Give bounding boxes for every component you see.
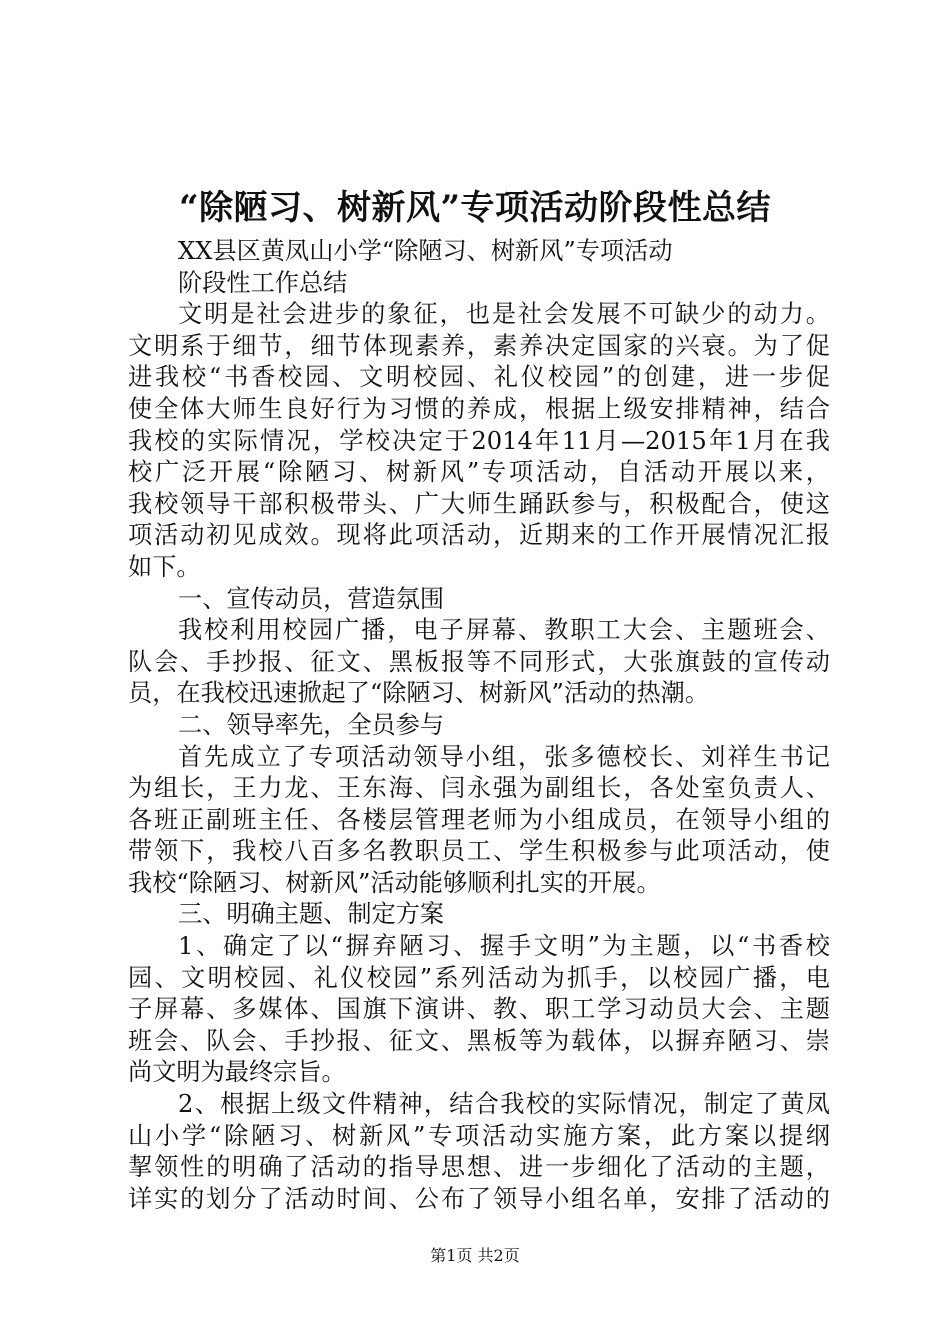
text-line: XX县区黄凤山小学“除陋习、树新风”专项活动: [178, 237, 673, 265]
text-line: 员，在我校迅速掀起了“除陋习、树新风”活动的热潮。: [128, 679, 710, 708]
text-line: 详实的划分了活动时间、公布了领导小组名单，安排了活动的: [128, 1184, 830, 1213]
text-line: 我校领导干部积极带头、广大师生踊跃参与，积极配合，使这: [128, 489, 830, 518]
text-line: 文明系于细节，细节体现素养，素养决定国家的兴衰。为了促: [128, 331, 830, 360]
text-line: 挈领性的明确了活动的指导思想、进一步细化了活动的主题，: [128, 1153, 830, 1182]
text-line: 项活动初见成效。现将此项活动，近期来的工作开展情况汇报: [128, 521, 830, 550]
text-line: 尚文明为最终宗旨。: [128, 1058, 346, 1087]
text-line: 各班正副班主任、各楼层管理老师为小组成员，在领导小组的: [128, 805, 830, 834]
text-line: 首先成立了专项活动领导小组，张多德校长、刘祥生书记: [178, 742, 830, 771]
text-line: 使全体大师生良好行为习惯的养成，根据上级安排精神，结合: [128, 394, 830, 423]
text-line: 带领下，我校八百多名教职员工、学生积极参与此项活动，使: [128, 837, 830, 866]
document-title: “除陋习、树新风”专项活动阶段性总结: [178, 188, 772, 228]
document-body: [128, 236, 830, 1215]
text-line: 子屏幕、多媒体、国旗下演讲、教、职工学习动员大会、主题: [128, 995, 830, 1024]
text-line: 我校的实际情况，学校决定于2014年11月—2015年1月在我: [128, 426, 830, 455]
text-line: 如下。: [128, 552, 201, 581]
text-line: 三、明确主题、制定方案: [178, 900, 445, 929]
text-line: 1、确定了以“摒弃陋习、握手文明”为主题，以“书香校: [178, 932, 830, 961]
text-line: 校广泛开展“除陋习、树新风”专项活动，自活动开展以来，: [128, 458, 830, 487]
text-line: 班会、队会、手抄报、征文、黑板等为载体，以摒弃陋习、崇: [128, 1026, 830, 1055]
text-line: 阶段性工作总结: [178, 268, 348, 297]
text-line: 一、宣传动员，营造氛围: [178, 584, 445, 613]
text-line: 为组长，王力龙、王东海、闫永强为副组长，各处室负责人、: [128, 774, 830, 803]
text-line: 文明是社会进步的象征，也是社会发展不可缺少的动力。: [178, 300, 830, 329]
text-line: 队会、手抄报、征文、黑板报等不同形式，大张旗鼓的宣传动: [128, 647, 830, 676]
text-line: 2、根据上级文件精神，结合我校的实际情况，制定了黄凤: [178, 1090, 830, 1119]
text-line: 进我校“书香校园、文明校园、礼仪校园”的创建，进一步促: [128, 363, 830, 392]
text-line: 二、领导率先，全员参与: [178, 710, 445, 739]
text-line: 我校利用校园广播，电子屏幕、教职工大会、主题班会、: [178, 616, 830, 645]
text-line: 园、文明校园、礼仪校园”系列活动为抓手，以校园广播，电: [128, 963, 830, 992]
text-line: 山小学“除陋习、树新风”专项活动实施方案，此方案以提纲: [128, 1121, 830, 1150]
text-line: 我校“除陋习、树新风”活动能够顺利扎实的开展。: [128, 868, 661, 897]
page-footer: 第1页 共2页: [430, 1246, 520, 1265]
